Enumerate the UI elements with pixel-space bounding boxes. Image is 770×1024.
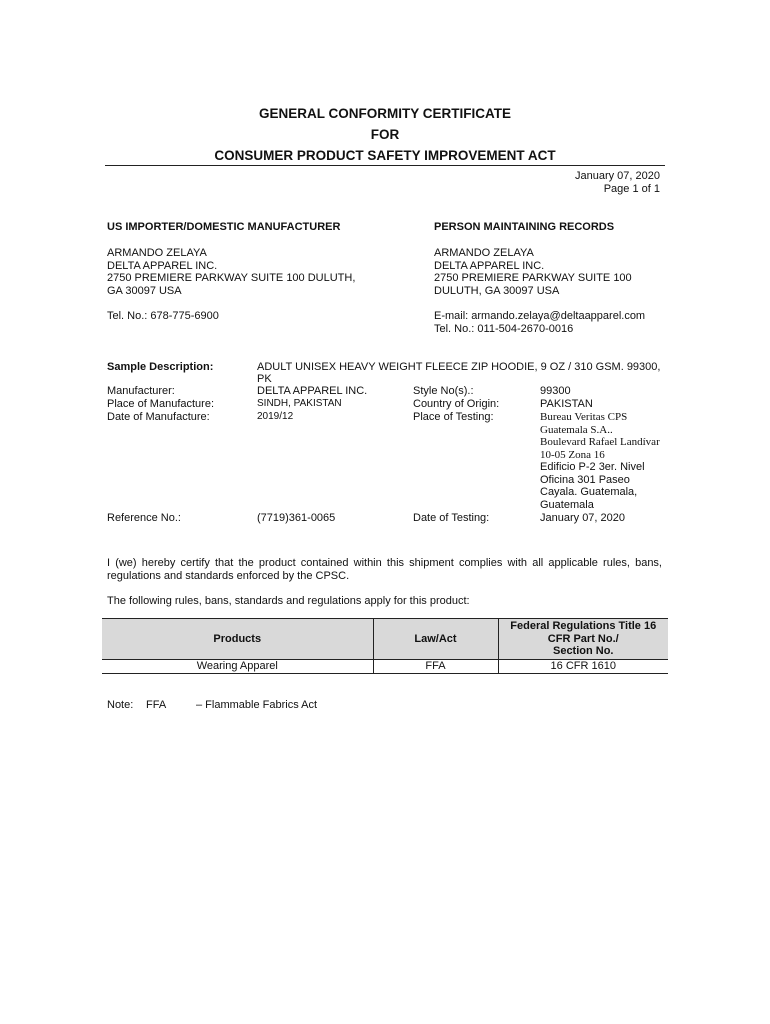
- cfr-header-line: CFR Part No./: [547, 632, 619, 645]
- testing-lab-line: Oficina 301 Paseo: [540, 473, 630, 486]
- note-abbreviation: FFA: [146, 699, 167, 711]
- cfr-header-line: Federal Regulations Title 16: [510, 620, 657, 632]
- records-address: [434, 247, 632, 297]
- importer-address: [107, 247, 355, 297]
- importer-line: GA 30097 USA: [107, 284, 182, 297]
- testing-lab-address-cont: [540, 461, 645, 511]
- importer-heading: US IMPORTER/DOMESTIC MANUFACTURER: [107, 221, 341, 233]
- reference-label: Reference No.:: [107, 512, 181, 524]
- date-of-testing-label: Date of Testing:: [413, 512, 490, 524]
- testing-lab-line: Boulevard Rafael Landívar: [540, 436, 660, 449]
- records-heading: PERSON MAINTAINING RECORDS: [434, 221, 615, 233]
- place-of-testing-label: Place of Testing:: [413, 411, 494, 423]
- note-label: Note:: [107, 699, 134, 711]
- table-cell-cfr: 16 CFR 1610: [498, 659, 668, 673]
- records-line: DULUTH, GA 30097 USA: [434, 284, 560, 297]
- table-header-row: [102, 619, 668, 660]
- sample-description: ADULT UNISEX HEAVY WEIGHT FLEECE ZIP HOODIE, 9 OZ / 310 GSM. 99300,: [257, 361, 661, 373]
- note-definition: – Flammable Fabrics Act: [196, 699, 318, 711]
- testing-lab-line: Cayala. Guatemala,: [540, 486, 638, 499]
- certification-statement: I (we) hereby certify that the product contained within this shipment complies with all applicable rules, bans, regulations and standards enforced by the CPSC.: [107, 557, 662, 582]
- testing-lab-line: Bureau Veritas CPS: [540, 411, 628, 423]
- table-cell-law: FFA: [373, 659, 498, 673]
- reference-value: (7719)361-0065: [257, 512, 336, 524]
- regulations-table: [102, 618, 668, 674]
- records-tel: Tel. No.: 011-504-2670-0016: [434, 323, 574, 335]
- importer-line: DELTA APPAREL INC.: [107, 259, 218, 272]
- cfr-header-line: Section No.: [552, 645, 614, 657]
- date-of-manufacture-value: 2019/12: [257, 411, 294, 422]
- certificate-title-act: CONSUMER PRODUCT SAFETY IMPROVEMENT ACT: [214, 148, 556, 163]
- importer-line: 2750 PREMIERE PARKWAY SUITE 100 DULUTH,: [107, 272, 356, 285]
- column-header-products: Products: [102, 619, 373, 660]
- place-of-manufacture-label: Place of Manufacture:: [107, 398, 215, 410]
- country-of-origin-value: PAKISTAN: [540, 398, 593, 410]
- column-header-cfr: [498, 619, 668, 660]
- table-cell-product: Wearing Apparel: [102, 659, 373, 673]
- records-line: 2750 PREMIERE PARKWAY SUITE 100: [434, 272, 632, 285]
- records-line: DELTA APPAREL INC.: [434, 259, 545, 272]
- importer-line: ARMANDO ZELAYA: [107, 247, 207, 259]
- rules-intro: The following rules, bans, standards and regulations apply for this product:: [107, 595, 470, 607]
- title-divider: [105, 165, 665, 166]
- records-email: E-mail: armando.zelaya@deltaapparel.com: [434, 310, 646, 322]
- style-label: Style No(s).:: [413, 385, 474, 397]
- importer-tel: Tel. No.: 678-775-6900: [107, 310, 219, 322]
- table-row: [102, 659, 668, 673]
- page-number: Page 1 of 1: [603, 183, 660, 195]
- style-value: 99300: [540, 385, 571, 397]
- testing-lab-line: Edificio P-2 3er. Nivel: [540, 461, 645, 473]
- testing-lab-line: 10-05 Zona 16: [540, 448, 605, 461]
- date-of-manufacture-label: Date of Manufacture:: [107, 411, 210, 423]
- column-header-law-act: Law/Act: [373, 619, 498, 660]
- testing-lab-address: [540, 411, 660, 461]
- sample-description-label: Sample Description:: [107, 361, 214, 373]
- place-of-manufacture-value: SINDH, PAKISTAN: [257, 398, 342, 409]
- testing-lab-line: Guatemala: [540, 498, 594, 511]
- manufacturer-label: Manufacturer:: [107, 385, 175, 397]
- country-of-origin-label: Country of Origin:: [413, 398, 500, 410]
- testing-lab-line: Guatemala S.A..: [540, 423, 613, 436]
- sample-description-cont: PK: [257, 373, 272, 385]
- certificate-title-for: FOR: [370, 127, 400, 142]
- certificate-date: January 07, 2020: [574, 170, 660, 182]
- certificate-title: GENERAL CONFORMITY CERTIFICATE: [258, 106, 511, 121]
- date-of-testing-value: January 07, 2020: [540, 512, 626, 524]
- records-line: ARMANDO ZELAYA: [434, 247, 534, 259]
- manufacturer-value: DELTA APPAREL INC.: [257, 385, 368, 397]
